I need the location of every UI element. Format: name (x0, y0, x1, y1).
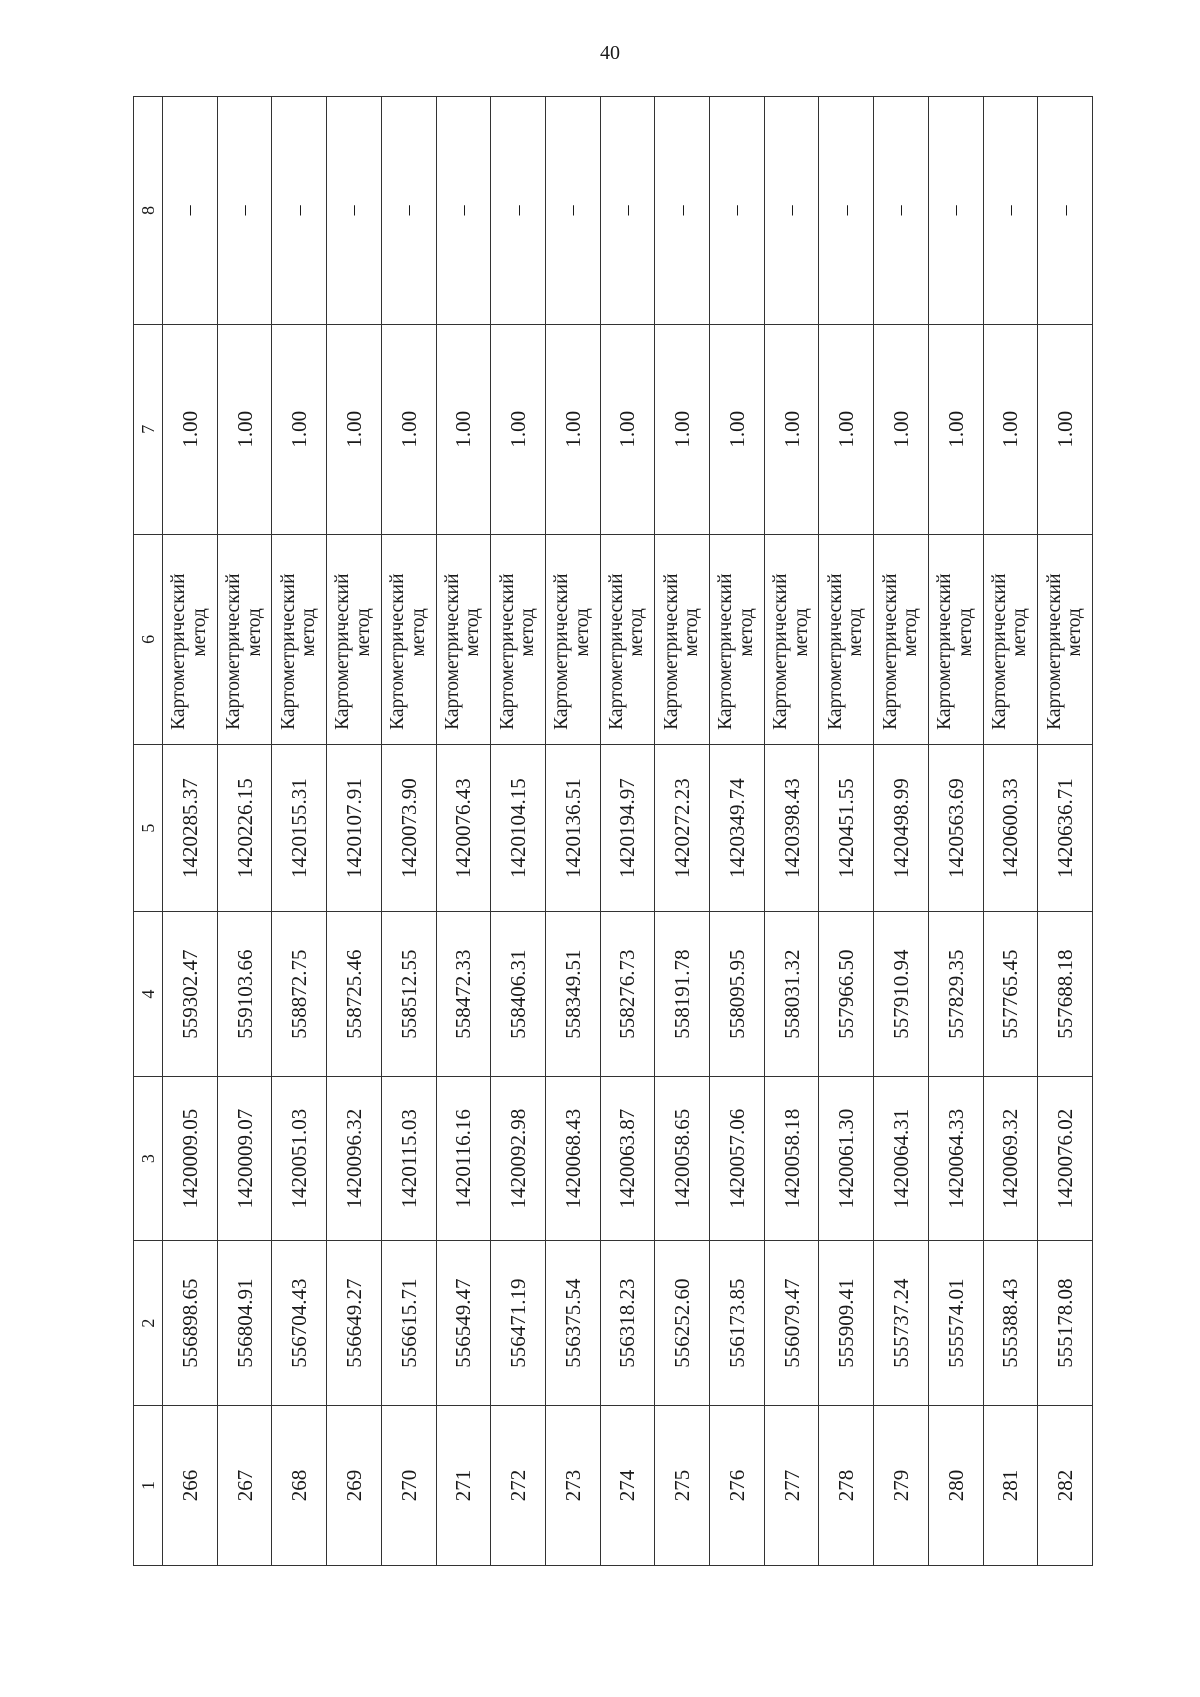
method-line-1: Картометрический (496, 573, 518, 730)
table-row (272, 97, 327, 1566)
cell-c5: 1420398.43 (764, 744, 819, 911)
cell-c7: 1.00 (491, 324, 546, 534)
cell-c5: 1420155.31 (272, 744, 327, 911)
cell-c8: – (710, 97, 765, 325)
cell-c3: 1420061.30 (819, 1076, 874, 1241)
column-header-2: 2 (134, 1241, 163, 1406)
cell-c3: 1420063.87 (600, 1076, 655, 1241)
cell-c3: 1420064.31 (874, 1076, 929, 1241)
method-cell (272, 534, 327, 744)
cell-c5: 1420451.55 (819, 744, 874, 911)
method-line-1: Картометрический (660, 573, 682, 730)
cell-c3: 1420068.43 (545, 1076, 600, 1241)
cell-c2: 556173.85 (710, 1241, 765, 1406)
cell-n: 269 (327, 1405, 382, 1565)
cell-c2: 556704.43 (272, 1241, 327, 1406)
cell-c2: 556079.47 (764, 1241, 819, 1406)
cell-c7: 1.00 (545, 324, 600, 534)
cell-n: 278 (819, 1405, 874, 1565)
cell-n: 266 (163, 1405, 218, 1565)
cell-c4: 557910.94 (874, 912, 929, 1077)
cell-c3: 1420092.98 (491, 1076, 546, 1241)
coordinates-table-container (133, 96, 1093, 1566)
cell-c5: 1420349.74 (710, 744, 765, 911)
method-line-2: метод (735, 608, 757, 657)
header-row (134, 97, 163, 1566)
cell-c4: 557966.50 (819, 912, 874, 1077)
column-header-3: 3 (134, 1076, 163, 1241)
cell-c8: – (819, 97, 874, 325)
method-line-2: метод (626, 608, 648, 657)
cell-c3: 1420116.16 (436, 1076, 491, 1241)
cell-c3: 1420076.02 (1038, 1076, 1093, 1241)
cell-c5: 1420136.51 (545, 744, 600, 911)
cell-c2: 556318.23 (600, 1241, 655, 1406)
cell-c7: 1.00 (1038, 324, 1093, 534)
cell-c2: 556549.47 (436, 1241, 491, 1406)
method-line-1: Картометрический (277, 573, 299, 730)
cell-c7: 1.00 (764, 324, 819, 534)
method-line-2: метод (188, 608, 210, 657)
cell-c4: 558406.31 (491, 912, 546, 1077)
method-line-1: Картометрический (988, 573, 1010, 730)
cell-c2: 555388.43 (983, 1241, 1038, 1406)
cell-c4: 558276.73 (600, 912, 655, 1077)
table-body (163, 97, 1093, 1566)
cell-c2: 555178.08 (1038, 1241, 1093, 1406)
cell-c8: – (217, 97, 272, 325)
method-cell (710, 534, 765, 744)
table-row (545, 97, 600, 1566)
cell-c3: 1420057.06 (710, 1076, 765, 1241)
method-line-2: метод (1064, 608, 1086, 657)
cell-c8: – (928, 97, 983, 325)
method-line-2: метод (1009, 608, 1031, 657)
method-cell (381, 534, 436, 744)
method-cell (764, 534, 819, 744)
cell-n: 268 (272, 1405, 327, 1565)
table-row (983, 97, 1038, 1566)
cell-c5: 1420285.37 (163, 744, 218, 911)
cell-c5: 1420498.99 (874, 744, 929, 911)
method-line-2: метод (681, 608, 703, 657)
cell-c7: 1.00 (983, 324, 1038, 534)
cell-n: 275 (655, 1405, 710, 1565)
cell-c7: 1.00 (819, 324, 874, 534)
cell-c4: 558095.95 (710, 912, 765, 1077)
cell-c7: 1.00 (710, 324, 765, 534)
column-header-8: 8 (134, 97, 163, 325)
rotated-table-frame (133, 96, 1093, 1566)
column-header-4: 4 (134, 912, 163, 1077)
cell-c5: 1420272.23 (655, 744, 710, 911)
table-row (928, 97, 983, 1566)
cell-c8: – (655, 97, 710, 325)
method-line-1: Картометрический (223, 573, 245, 730)
table-row (600, 97, 655, 1566)
column-header-1: 1 (134, 1405, 163, 1565)
cell-n: 280 (928, 1405, 983, 1565)
method-cell (928, 534, 983, 744)
cell-c2: 556615.71 (381, 1241, 436, 1406)
cell-c2: 556804.91 (217, 1241, 272, 1406)
table-header (134, 97, 163, 1566)
cell-n: 273 (545, 1405, 600, 1565)
method-line-1: Картометрический (1043, 573, 1065, 730)
method-line-1: Картометрический (879, 573, 901, 730)
cell-c3: 1420009.05 (163, 1076, 218, 1241)
cell-n: 274 (600, 1405, 655, 1565)
cell-c3: 1420096.32 (327, 1076, 382, 1241)
method-cell (983, 534, 1038, 744)
cell-n: 276 (710, 1405, 765, 1565)
table-row (327, 97, 382, 1566)
method-line-2: метод (571, 608, 593, 657)
method-line-2: метод (298, 608, 320, 657)
cell-n: 270 (381, 1405, 436, 1565)
cell-c4: 559103.66 (217, 912, 272, 1077)
table-row (655, 97, 710, 1566)
cell-c7: 1.00 (327, 324, 382, 534)
cell-c2: 556252.60 (655, 1241, 710, 1406)
cell-c7: 1.00 (436, 324, 491, 534)
method-line-2: метод (517, 608, 539, 657)
method-line-2: метод (954, 608, 976, 657)
cell-c7: 1.00 (874, 324, 929, 534)
page-number: 40 (600, 42, 620, 64)
column-header-7: 7 (134, 324, 163, 534)
cell-c4: 559302.47 (163, 912, 218, 1077)
method-line-1: Картометрический (715, 573, 737, 730)
method-cell (874, 534, 929, 744)
cell-c5: 1420076.43 (436, 744, 491, 911)
cell-c7: 1.00 (272, 324, 327, 534)
cell-c7: 1.00 (163, 324, 218, 534)
cell-c4: 558472.33 (436, 912, 491, 1077)
cell-c8: – (983, 97, 1038, 325)
method-line-2: метод (352, 608, 374, 657)
cell-c5: 1420600.33 (983, 744, 1038, 911)
column-header-5: 5 (134, 744, 163, 911)
method-line-1: Картометрический (441, 573, 463, 730)
cell-c8: – (545, 97, 600, 325)
cell-n: 279 (874, 1405, 929, 1565)
cell-c4: 557829.35 (928, 912, 983, 1077)
cell-n: 267 (217, 1405, 272, 1565)
method-line-1: Картометрический (387, 573, 409, 730)
cell-c2: 556471.19 (491, 1241, 546, 1406)
method-line-1: Картометрический (934, 573, 956, 730)
method-line-2: метод (243, 608, 265, 657)
cell-c5: 1420563.69 (928, 744, 983, 911)
method-line-2: метод (407, 608, 429, 657)
method-line-1: Картометрический (332, 573, 354, 730)
cell-c8: – (764, 97, 819, 325)
method-line-1: Картометрический (770, 573, 792, 730)
cell-c3: 1420009.07 (217, 1076, 272, 1241)
cell-c3: 1420058.65 (655, 1076, 710, 1241)
method-cell (1038, 534, 1093, 744)
method-cell (545, 534, 600, 744)
cell-c4: 558512.55 (381, 912, 436, 1077)
method-line-2: метод (462, 608, 484, 657)
table-row (436, 97, 491, 1566)
cell-c5: 1420107.91 (327, 744, 382, 911)
cell-c5: 1420194.97 (600, 744, 655, 911)
table-row (819, 97, 874, 1566)
method-line-1: Картометрический (606, 573, 627, 730)
table-row (217, 97, 272, 1566)
cell-c3: 1420064.33 (928, 1076, 983, 1241)
table-row (1038, 97, 1093, 1566)
method-cell (327, 534, 382, 744)
cell-c4: 557688.18 (1038, 912, 1093, 1077)
method-cell (217, 534, 272, 744)
cell-c8: – (381, 97, 436, 325)
cell-c4: 558191.78 (655, 912, 710, 1077)
method-line-2: метод (899, 608, 921, 657)
method-cell (491, 534, 546, 744)
method-cell (819, 534, 874, 744)
cell-c3: 1420115.03 (381, 1076, 436, 1241)
cell-c7: 1.00 (600, 324, 655, 534)
method-cell (436, 534, 491, 744)
cell-c2: 555574.01 (928, 1241, 983, 1406)
table-row (163, 97, 218, 1566)
cell-c8: – (491, 97, 546, 325)
cell-c8: – (874, 97, 929, 325)
method-line-2: метод (845, 608, 867, 657)
cell-c7: 1.00 (928, 324, 983, 534)
cell-c4: 558349.51 (545, 912, 600, 1077)
cell-n: 272 (491, 1405, 546, 1565)
cell-c8: – (272, 97, 327, 325)
cell-c2: 555737.24 (874, 1241, 929, 1406)
cell-c7: 1.00 (381, 324, 436, 534)
table-row (491, 97, 546, 1566)
method-cell (600, 534, 655, 744)
cell-c5: 1420636.71 (1038, 744, 1093, 911)
cell-n: 271 (436, 1405, 491, 1565)
method-line-1: Картометрический (824, 573, 846, 730)
cell-c3: 1420051.03 (272, 1076, 327, 1241)
cell-c8: – (163, 97, 218, 325)
table-row (381, 97, 436, 1566)
method-line-1: Картометрический (168, 573, 190, 730)
cell-c8: – (327, 97, 382, 325)
cell-c8: – (600, 97, 655, 325)
cell-c8: – (1038, 97, 1093, 325)
table-row (874, 97, 929, 1566)
coordinates-table (133, 96, 1093, 1566)
method-cell (163, 534, 218, 744)
cell-c2: 555909.41 (819, 1241, 874, 1406)
column-header-6: 6 (134, 534, 163, 744)
table-row (764, 97, 819, 1566)
cell-c3: 1420058.18 (764, 1076, 819, 1241)
method-line-2: метод (790, 608, 812, 657)
cell-c4: 558031.32 (764, 912, 819, 1077)
cell-c2: 556649.27 (327, 1241, 382, 1406)
cell-c5: 1420073.90 (381, 744, 436, 911)
table-row (710, 97, 765, 1566)
cell-c4: 558872.75 (272, 912, 327, 1077)
cell-c8: – (436, 97, 491, 325)
cell-c7: 1.00 (655, 324, 710, 534)
cell-n: 277 (764, 1405, 819, 1565)
cell-c3: 1420069.32 (983, 1076, 1038, 1241)
cell-n: 281 (983, 1405, 1038, 1565)
cell-c2: 556375.54 (545, 1241, 600, 1406)
method-line-1: Картометрический (551, 573, 573, 730)
cell-c4: 557765.45 (983, 912, 1038, 1077)
cell-c5: 1420226.15 (217, 744, 272, 911)
method-cell (655, 534, 710, 744)
cell-n: 282 (1038, 1405, 1093, 1565)
cell-c7: 1.00 (217, 324, 272, 534)
cell-c4: 558725.46 (327, 912, 382, 1077)
cell-c5: 1420104.15 (491, 744, 546, 911)
cell-c2: 556898.65 (163, 1241, 218, 1406)
